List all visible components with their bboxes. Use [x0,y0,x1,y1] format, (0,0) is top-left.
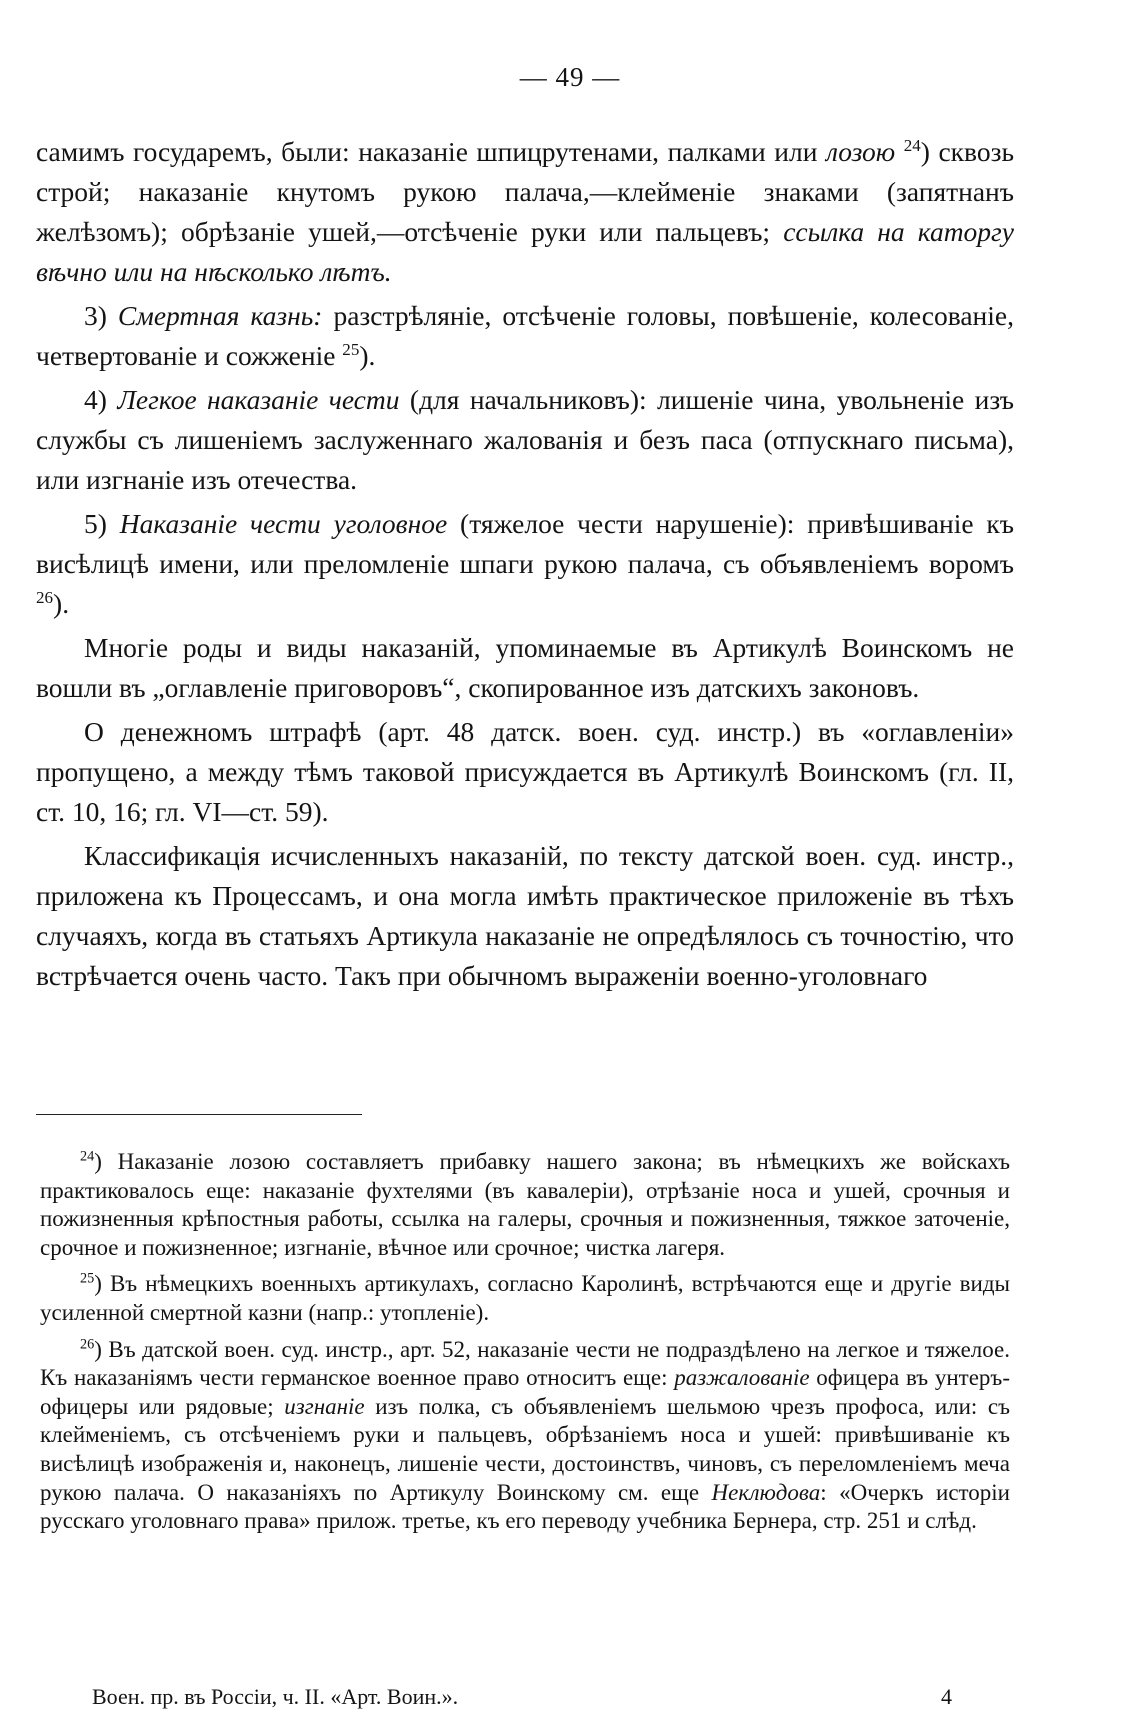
text-run: 4) [84,384,118,415]
footnote-number: 25 [80,1270,95,1287]
italic-run: изгнаніе [284,1393,365,1419]
footnote-text: ) Въ нѣмецкихъ военныхъ артикулахъ, согласно Каролинѣ, встрѣчаются еще и другіе виды усиленной смертной казни (напр.: утопленіе). [40,1271,1010,1325]
footnote-ref-24[interactable]: 24 [903,135,921,155]
footnote-ref-25[interactable]: 25 [342,339,360,359]
footnote-25 [40,1270,1010,1327]
italic-run: Наказаніе чести уголовное [119,508,448,539]
paragraph-2 [36,296,1014,376]
italic-run: Смертная казнь: [117,300,323,331]
footnote-ref-26[interactable]: 26 [36,587,54,607]
footnote-number: 26 [80,1335,95,1352]
footnote-text: : «Очеркъ исторіи русскаго уголовнаго права» прилож. третье, къ его переводу учебника Бернера, стр. 251 и слѣд. [40,1479,1010,1534]
text-run: разстрѣляніе, отсѣченіе головы, повѣшеніе, колесованіе, четвертованіе и сожженіе [36,300,1014,371]
footnote-number: 24 [80,1148,95,1165]
paragraph-1 [36,132,1014,292]
paragraph-7: Классификація исчисленныхъ наказаній, по тексту датской воен. суд. инстр., приложена къ Процессамъ, и она могла имѣть практическое приложеніе въ тѣхъ случаяхъ, когда въ статьяхъ Артикула наказаніе не опредѣлялось съ точностію, что встрѣчается очень часто. Такъ при обычномъ выраженіи военно-уголовнаго [36,840,1014,991]
footnote-text: ) Наказаніе лозою составляетъ прибавку нашего закона; въ нѣмецкихъ же войскахъ практиковалось еще: наказаніе фухтелями (въ кавалеріи), отрѣзаніе носа и ушей, срочныя и пожизненныя крѣпостныя работы, ссылка на галеры, срочныя и пожизненныя, тяжкое заточеніе, срочное и пожизненное; изгнаніе, вѣчное или срочное; чистка лагеря. [40,1149,1010,1260]
footnote-text: изъ полка, съ объявленіемъ шельмою чрезъ профоса, или: съ клейменіемъ, съ отсѣченіемъ руки и пальцевъ, обрѣзаніемъ носа и ушей: привѣшиваніе къ висѣлицѣ изображенія и, наконецъ, лишеніе чести, достоинствъ, чиновъ, съ переломленіемъ меча рукою палача. О наказаніяхъ по Артикулу Воинскому см. еще [40,1393,1010,1505]
text-run: 3) [84,300,118,331]
italic-run: лозою [825,136,896,167]
page-number: — 49 — [519,62,621,92]
main-text [36,132,1014,1000]
paragraph-6: О денежномъ штрафѣ (арт. 48 датск. воен. суд. инстр.) въ «оглавленіи» пропущено, а между тѣмъ таковой присуждается въ Артикулѣ Воинскомъ (гл. II, ст. 10, 16; гл. VI—ст. 59). [36,716,1014,827]
footnote-24 [40,1148,1010,1262]
text-run: (тяжелое чести нарушеніе): привѣшиваніе къ висѣлицѣ имени, или преломленіе шпаги рукою палача, съ объявленіемъ воромъ [36,508,1014,579]
paragraph-4 [36,504,1014,624]
paragraph-3 [36,380,1014,500]
footnote-text: ) Въ датской воен. суд. инстр., арт. 52, наказаніе чести не подраздѣлено на легкое и тяжелое. Къ наказаніямъ чести германское военное право относитъ еще: [40,1336,1010,1391]
text-run: ). [359,340,376,371]
text-run: самимъ государемъ, были: наказаніе шпицрутенами, палками или [36,136,826,167]
italic-run: Неклюдова [711,1479,821,1505]
footnotes [40,1148,1010,1544]
italic-run: ссылка на каторгу вѣчно или на нѣсколько лѣтъ. [36,216,1014,287]
text-run: ) сквозь строй; наказаніе кнутомъ рукою палача,—клейменіе знаками (запятнанъ желѣзомъ); обрѣзаніе ушей,—отсѣченіе руки или пальцевъ; [36,136,1014,247]
footnote-divider [36,1114,362,1115]
italic-run: Легкое наказаніе чести [117,384,400,415]
text-run: 5) [84,508,120,539]
paragraph-5: Многіе роды и виды наказаній, упоминаемые въ Артикулѣ Воинскомъ не вошли въ „оглавленіе приговоровъ“, скопированное изъ датскихъ законовъ. [36,632,1014,703]
footnote-26 [40,1336,1010,1536]
text-run: ). [53,588,70,619]
printer-signature: Воен. пр. въ Россіи, ч. II. «Арт. Воин.». [92,1684,459,1709]
italic-run: разжалованіе [674,1365,810,1391]
sheet-number: 4 [941,1684,952,1709]
text-run: (для начальниковъ): лишеніе чина, увольненіе изъ службы съ лишеніемъ заслуженнаго жалованія и безъ паса (отпускнаго письма), или изгнаніе изъ отечества. [36,384,1014,495]
footnote-text: офицера въ унтеръ-офицеры или рядовые; [40,1365,1010,1419]
